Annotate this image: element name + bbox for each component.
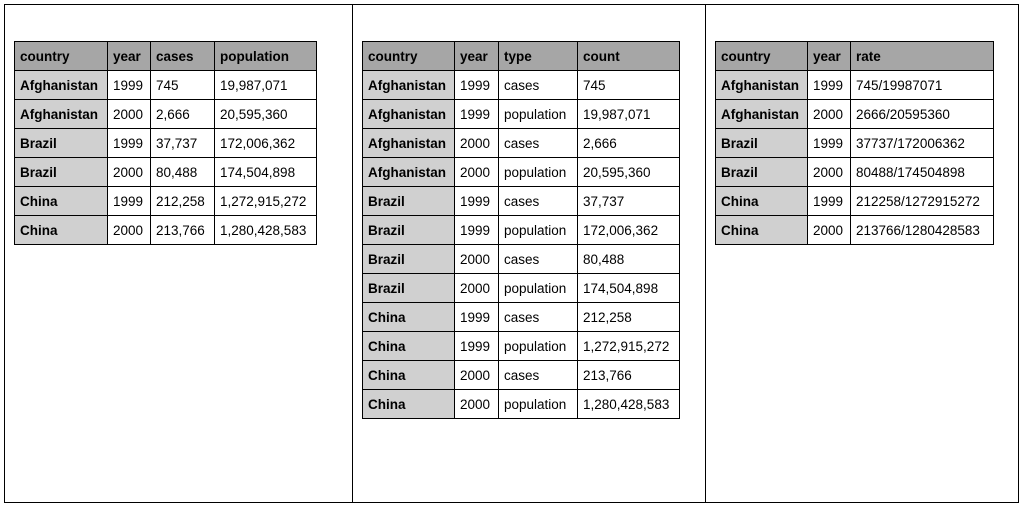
cell-country: Brazil <box>15 158 108 187</box>
cell-year: 1999 <box>455 216 499 245</box>
cell-year: 1999 <box>455 71 499 100</box>
cell-population: 1,272,915,272 <box>215 187 317 216</box>
cell-type: population <box>499 216 578 245</box>
cell-population: 19,987,071 <box>215 71 317 100</box>
column-header-rate: rate <box>851 42 994 71</box>
panel-divider <box>705 4 706 503</box>
cell-type: cases <box>499 303 578 332</box>
cell-year: 1999 <box>808 71 851 100</box>
cell-year: 1999 <box>455 187 499 216</box>
cell-population: 174,504,898 <box>215 158 317 187</box>
cell-population: 20,595,360 <box>215 100 317 129</box>
cell-country: Brazil <box>363 245 455 274</box>
cases-population-table <box>14 41 317 245</box>
cell-type: cases <box>499 245 578 274</box>
cell-rate: 80488/174504898 <box>851 158 994 187</box>
cell-country: China <box>363 332 455 361</box>
table-row <box>363 303 680 332</box>
cell-type: population <box>499 100 578 129</box>
cell-year: 1999 <box>108 71 151 100</box>
column-header-year: year <box>808 42 851 71</box>
cell-type: cases <box>499 71 578 100</box>
cell-type: cases <box>499 129 578 158</box>
cell-cases: 212,258 <box>151 187 215 216</box>
cell-year: 2000 <box>455 361 499 390</box>
table-row <box>15 71 317 100</box>
cell-country: China <box>15 187 108 216</box>
column-header-type: type <box>499 42 578 71</box>
cell-rate: 213766/1280428583 <box>851 216 994 245</box>
table-row <box>716 216 994 245</box>
cell-country: Afghanistan <box>363 158 455 187</box>
table-row <box>363 332 680 361</box>
cell-country: Brazil <box>363 274 455 303</box>
rate-table <box>715 41 994 245</box>
table-row <box>716 71 994 100</box>
cell-rate: 745/19987071 <box>851 71 994 100</box>
cell-year: 2000 <box>455 390 499 419</box>
cell-year: 2000 <box>455 158 499 187</box>
table-row <box>363 100 680 129</box>
table-row <box>363 245 680 274</box>
cell-year: 1999 <box>455 100 499 129</box>
table-row <box>363 158 680 187</box>
table-row <box>716 187 994 216</box>
cell-year: 1999 <box>808 129 851 158</box>
cell-country: Brazil <box>363 216 455 245</box>
column-header-cases: cases <box>151 42 215 71</box>
cell-count: 212,258 <box>578 303 680 332</box>
cell-year: 2000 <box>808 216 851 245</box>
table-row <box>716 129 994 158</box>
cell-count: 1,280,428,583 <box>578 390 680 419</box>
table-row <box>15 187 317 216</box>
cell-type: population <box>499 332 578 361</box>
cell-year: 1999 <box>455 332 499 361</box>
cell-country: China <box>15 216 108 245</box>
cell-year: 2000 <box>108 100 151 129</box>
cell-count: 37,737 <box>578 187 680 216</box>
cell-count: 745 <box>578 71 680 100</box>
table-row <box>716 100 994 129</box>
cell-type: cases <box>499 361 578 390</box>
cell-country: Brazil <box>15 129 108 158</box>
cell-rate: 212258/1272915272 <box>851 187 994 216</box>
cell-country: Afghanistan <box>363 129 455 158</box>
cell-population: 172,006,362 <box>215 129 317 158</box>
table-row <box>363 390 680 419</box>
table-row <box>363 274 680 303</box>
cell-rate: 2666/20595360 <box>851 100 994 129</box>
header-row <box>15 42 317 71</box>
cell-country: China <box>716 216 808 245</box>
cell-year: 1999 <box>108 187 151 216</box>
cell-year: 2000 <box>455 274 499 303</box>
table-row <box>15 129 317 158</box>
column-header-count: count <box>578 42 680 71</box>
table-row <box>363 216 680 245</box>
cell-country: Afghanistan <box>15 100 108 129</box>
cell-type: cases <box>499 187 578 216</box>
cell-year: 1999 <box>108 129 151 158</box>
cell-rate: 37737/172006362 <box>851 129 994 158</box>
table-row <box>15 216 317 245</box>
cell-country: China <box>363 361 455 390</box>
cell-country: China <box>363 303 455 332</box>
cell-year: 2000 <box>455 245 499 274</box>
cell-population: 1,280,428,583 <box>215 216 317 245</box>
column-header-population: population <box>215 42 317 71</box>
cell-count: 80,488 <box>578 245 680 274</box>
table-row <box>363 129 680 158</box>
table-row <box>716 158 994 187</box>
cell-cases: 745 <box>151 71 215 100</box>
cell-year: 1999 <box>455 303 499 332</box>
cell-count: 2,666 <box>578 129 680 158</box>
cell-count: 174,504,898 <box>578 274 680 303</box>
header-row <box>716 42 994 71</box>
cell-type: population <box>499 390 578 419</box>
cell-cases: 2,666 <box>151 100 215 129</box>
cell-count: 20,595,360 <box>578 158 680 187</box>
cell-count: 19,987,071 <box>578 100 680 129</box>
cell-country: China <box>716 187 808 216</box>
cell-year: 2000 <box>808 158 851 187</box>
column-header-country: country <box>15 42 108 71</box>
cell-country: China <box>363 390 455 419</box>
cell-type: population <box>499 274 578 303</box>
type-count-table <box>362 41 680 419</box>
cell-year: 1999 <box>808 187 851 216</box>
cell-country: Afghanistan <box>15 71 108 100</box>
table-row <box>363 187 680 216</box>
column-header-country: country <box>363 42 455 71</box>
cell-country: Brazil <box>363 187 455 216</box>
table-row <box>363 361 680 390</box>
cell-year: 2000 <box>808 100 851 129</box>
cell-count: 213,766 <box>578 361 680 390</box>
table-row <box>15 158 317 187</box>
cell-country: Afghanistan <box>363 71 455 100</box>
cell-country: Afghanistan <box>716 71 808 100</box>
header-row <box>363 42 680 71</box>
cell-year: 2000 <box>455 129 499 158</box>
cell-year: 2000 <box>108 158 151 187</box>
cell-country: Brazil <box>716 129 808 158</box>
column-header-country: country <box>716 42 808 71</box>
cell-cases: 213,766 <box>151 216 215 245</box>
cell-year: 2000 <box>108 216 151 245</box>
column-header-year: year <box>108 42 151 71</box>
cell-cases: 80,488 <box>151 158 215 187</box>
cell-country: Afghanistan <box>363 100 455 129</box>
cell-cases: 37,737 <box>151 129 215 158</box>
cell-count: 1,272,915,272 <box>578 332 680 361</box>
cell-country: Afghanistan <box>716 100 808 129</box>
cell-country: Brazil <box>716 158 808 187</box>
table-row <box>363 71 680 100</box>
table-row <box>15 100 317 129</box>
column-header-year: year <box>455 42 499 71</box>
cell-count: 172,006,362 <box>578 216 680 245</box>
panel-divider <box>352 4 353 503</box>
cell-type: population <box>499 158 578 187</box>
